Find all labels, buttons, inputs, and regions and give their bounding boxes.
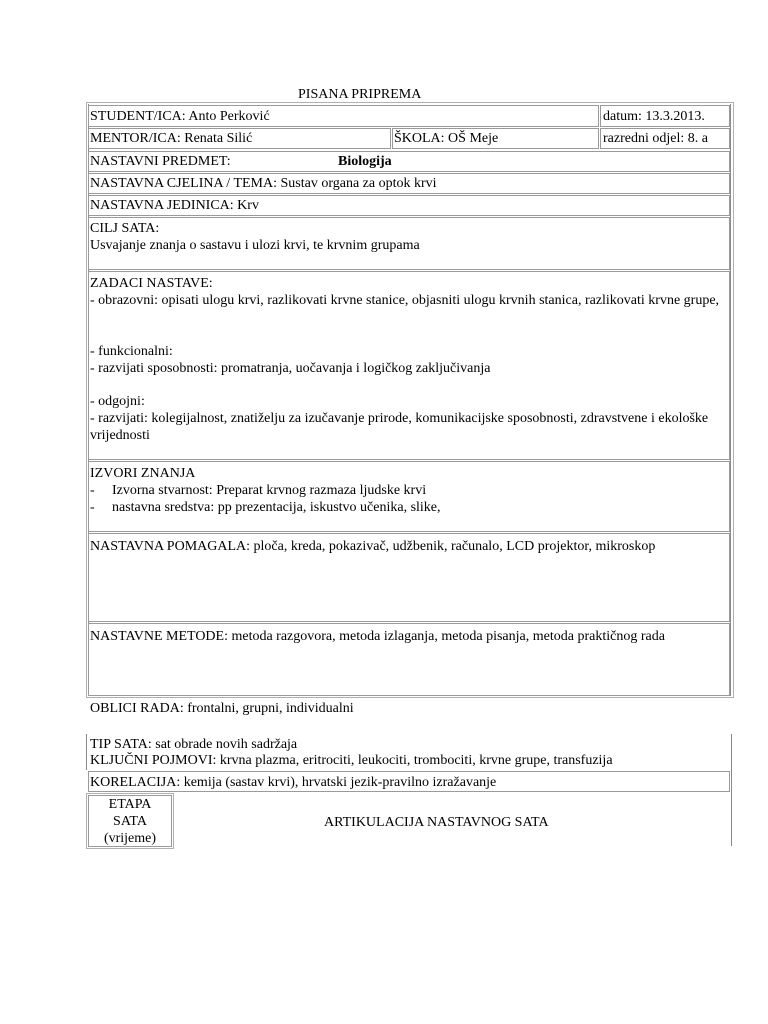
artikulacija-heading: ARTIKULACIJA NASTAVNOG SATA	[324, 815, 549, 830]
mentor-field: MENTOR/ICA: Renata Silić	[90, 131, 253, 146]
izvori-item: - Izvorna stvarnost: Preparat krvnog razmaza ljudske krvi	[90, 483, 427, 498]
jedinica-field: NASTAVNA JEDINICA: Krv	[90, 198, 259, 213]
lower-frame-right	[731, 734, 732, 846]
tip-sata: TIP SATA: sat obrade novih sadržaja	[90, 737, 298, 752]
etapa-line: ETAPA	[108, 797, 152, 812]
pomagala-field: NASTAVNA POMAGALA: ploča, kreda, pokazivač, udžbenik, računalo, LCD projektor, mikroskop	[90, 539, 656, 554]
cjelina-field: NASTAVNA CJELINA / TEMA: Sustav organa za optok krvi	[90, 176, 437, 191]
skola-field: ŠKOLA: OŠ Meje	[394, 131, 499, 146]
zadaci-funkcionalni: - razvijati sposobnosti: promatranja, uočavanja i logičkog zaključivanja	[90, 361, 491, 376]
etapa-line: SATA	[113, 814, 147, 829]
oblici-rada: OBLICI RADA: frontalni, grupni, individualni	[90, 701, 354, 716]
cilj-label: CILJ SATA:	[90, 221, 160, 236]
zadaci-odgojni: - razvijati: kolegijalnost, znatiželju za izučavanje prirode, komunikacijske sposobnosti, zdravstvene i ekološke vrijednosti	[90, 411, 709, 443]
table-inner-right	[730, 104, 731, 696]
zadaci-label: ZADACI NASTAVE:	[90, 276, 213, 291]
student-field: STUDENT/ICA: Anto Perković	[90, 109, 270, 124]
odjel-field: razredni odjel: 8. a	[603, 131, 708, 146]
etapa-line: (vrijeme)	[103, 831, 157, 846]
korelacija-field: KORELACIJA: kemija (sastav krvi), hrvatski jezik-pravilno izražavanje	[90, 775, 497, 790]
izvori-item: - nastavna sredstva: pp prezentacija, iskustvo učenika, slike,	[90, 500, 441, 515]
izvori-label: IZVORI ZNANJA	[90, 466, 196, 481]
datum-field: datum: 13.3.2013.	[603, 109, 705, 124]
cilj-text: Usvajanje znanja o sastavu i ulozi krvi, te krvnim grupama	[90, 238, 420, 253]
zadaci-odgojni-label: - odgojni:	[90, 394, 145, 409]
zadaci-funkcionalni-label: - funkcionalni:	[90, 344, 173, 359]
kljucni-pojmovi: KLJUČNI POJMOVI: krvna plazma, eritrociti, leukociti, trombociti, krvne grupe, transfuzija	[90, 753, 613, 768]
zadaci-obrazovni: - obrazovni: opisati ulogu krvi, razlikovati krvne stanice, objasniti ulogu krvnih stanica, razlikovati krvne grupe,	[90, 293, 720, 308]
page-title: PISANA PRIPREMA	[298, 87, 422, 102]
predmet-label: NASTAVNI PREDMET:	[90, 154, 231, 169]
predmet-value: Biologija	[338, 154, 392, 169]
lower-frame-left	[86, 734, 87, 770]
metode-field: NASTAVNE METODE: metoda razgovora, metoda izlaganja, metoda pisanja, metoda praktičnog rada	[90, 629, 665, 644]
